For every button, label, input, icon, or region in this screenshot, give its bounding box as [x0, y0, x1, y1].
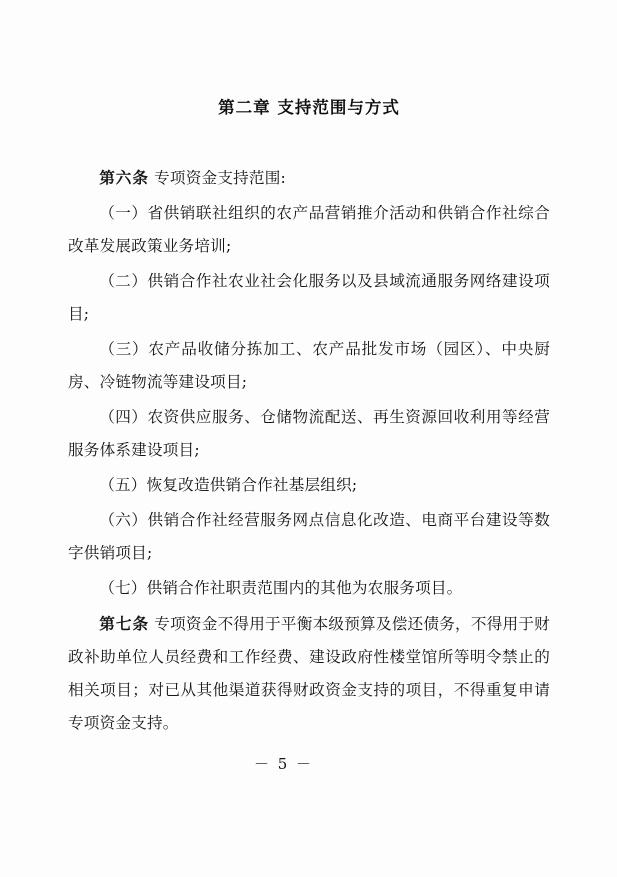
item-5-text: （五）恢复改造供销合作社基层组织; [99, 475, 358, 494]
paragraph-item-3 [68, 333, 550, 399]
article-6-label: 第六条 [99, 167, 149, 187]
article-7-text: 专项资金不得用于平衡本级预算及偿还债务，不得用于财政补助单位人员经费和工作经费、建设政府性楼堂馆所等明令禁止的相关项目；对已从其他渠道获得财政资金支持的项目，不得重复申请专项资金支持。 [68, 614, 550, 732]
page-number: － 5 － [253, 755, 314, 773]
item-4-text: （四）农资供应服务、仓储物流配送、再生资源回收利用等经营服务体系建设项目; [68, 407, 550, 459]
paragraph-item-4 [68, 401, 550, 467]
item-6-text: （六）供销合作社经营服务网点信息化改造、电商平台建设等数字供销项目; [68, 510, 550, 562]
item-1-text: （一）省供销联社组织的农产品营销推介活动和供销合作社综合改革发展政策业务培训; [68, 203, 550, 255]
paragraph-item-6 [68, 504, 550, 570]
item-7-text: （七）供销合作社职责范围内的其他为农服务项目。 [99, 578, 463, 597]
document-body [68, 96, 550, 742]
paragraph-item-5 [68, 469, 550, 502]
paragraph-article-6 [68, 161, 550, 195]
paragraph-item-1 [68, 197, 550, 263]
paragraph-item-7 [68, 572, 550, 605]
article-6-text: 专项资金支持范围: [148, 168, 286, 187]
chapter-title: 第二章 支持范围与方式 [218, 98, 400, 117]
paragraph-article-7 [68, 607, 550, 740]
article-7-label: 第七条 [99, 613, 150, 633]
paragraph-item-2 [68, 265, 550, 331]
item-2-text: （二）供销合作社农业社会化服务以及县域流通服务网络建设项目; [68, 271, 550, 323]
item-3-text: （三）农产品收储分拣加工、农产品批发市场（园区）、中央厨房、冷链物流等建设项目; [68, 339, 550, 391]
